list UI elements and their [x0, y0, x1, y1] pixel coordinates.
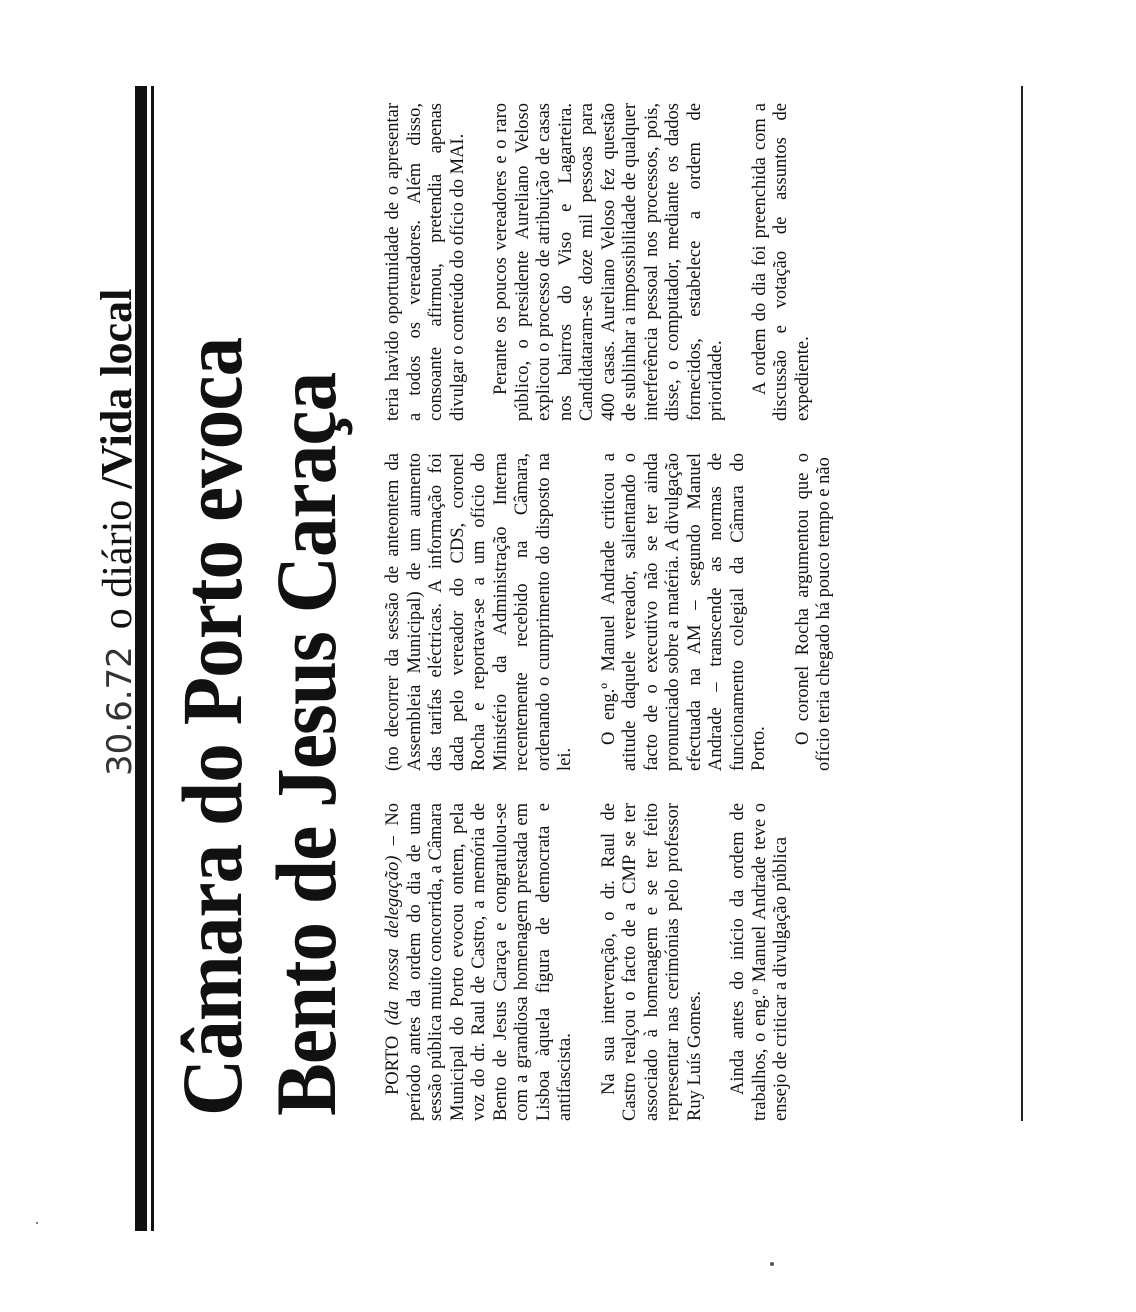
paragraph: A ordem do dia foi preenchida com a discussão e votação de assuntos de expediente. — [749, 103, 813, 421]
paragraph: O coronel Rocha argumentou que o ofício teria chegado há pouco tempo e não — [792, 453, 834, 771]
headline — [165, 168, 353, 1116]
handwritten-date: 30.6.72 — [100, 646, 140, 776]
publication-name: o diário — [95, 499, 141, 630]
dateline: PORTO — [383, 1035, 403, 1095]
masthead — [92, 76, 141, 776]
column-rule-bottom — [1021, 86, 1023, 1121]
paragraph: teria havido oportunidade de o apresentar a todos os vereadores. Além disso, consoante afirmou, pretendia apenas divulgar o conteúdo do ofício do MAI. — [383, 103, 468, 421]
article-column-2 — [383, 453, 836, 771]
paragraph: O eng.º Manuel Andrade criticou a atitude daquele vereador, salientando o facto de o executivo não se ter ainda pronunciado sobre a matéria. A divulgação efectuada na AM – segundo Manuel Andrade – transcende as normas de funcionamento colegial da Câmara do Porto. — [598, 453, 769, 771]
paragraph — [383, 803, 577, 1121]
article-body — [383, 91, 1063, 1121]
paragraph: Na sua intervenção, o dr. Raul de Castro realçou o facto de a CMP se ter associado à homenagem e se ter feito representar nas cerimónias pelo professor Ruy Luís Gomes. — [598, 803, 705, 1121]
headline-line-1: Câmara do Porto evoca — [164, 337, 260, 1116]
headline-line-2: Bento de Jesus Caraça — [258, 372, 354, 1116]
section-name: /Vida local — [92, 288, 141, 489]
paragraph-text: – No período antes da ordem do dia de uma sessão pública muito concorrida, a Câmara Municipal do Porto evocou ontem, pela voz do dr. Raul de Castro, a memória de Bento de Jesus Caraça e congratulou-se com a grandiosa homenagem prestada em Lisboa àquela figura de democrata e antifascista. — [383, 803, 575, 1121]
paragraph: Ainda antes do início da ordem de trabalhos, o eng.º Manuel Andrade teve o ensejo de criticar a divulgação pública — [728, 803, 791, 1121]
paragraph: (no decorrer da sessão de anteontem da Assembleia Municipal) de um aumento das tarifas eléctricas. A informação foi dada pelo vereador do CDS, coronel Rocha e reportava-se a um ofício do Ministério da Administração Interna recentemente recebido na Câmara, ordenando o cumprimento do disposto na lei. — [383, 453, 575, 771]
article-column-1 — [383, 803, 793, 1121]
byline-credit: (da nossa delegação) — [383, 855, 403, 1026]
article-column-3 — [383, 103, 814, 421]
newspaper-clipping — [93, 81, 1043, 1231]
paragraph: Perante os poucos vereadores e o raro público, o presidente Aureliano Veloso explicou o processo de atribuição de casas nos bairros do Viso e Lagarteira. Candidataram-se doze mil pessoas para 400 casas. Aureliano Veloso fez questão de sublinhar a impossibilidade de qualquer interferência pessoal nos processos, pois, disse, o computador, mediante os dados fornecidos, estabelece a ordem de prioridade. — [491, 103, 726, 421]
scan-speck — [770, 1262, 774, 1266]
scan-speck — [36, 1222, 38, 1224]
masthead-rule-thin — [151, 86, 154, 1231]
